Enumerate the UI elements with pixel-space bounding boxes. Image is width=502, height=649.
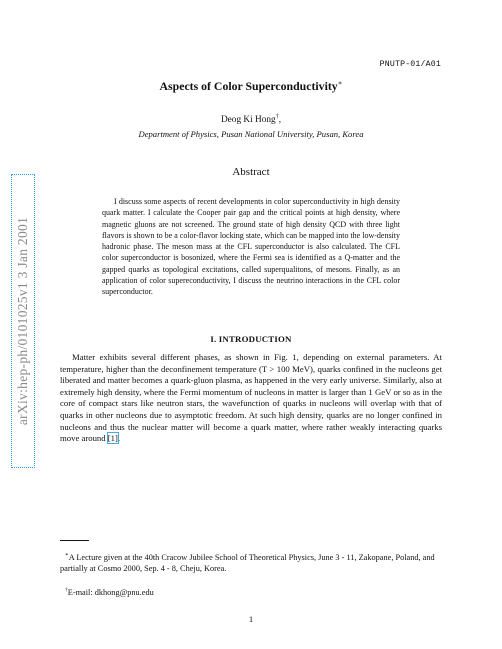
footnote-1 [60,550,442,575]
footnote-1-text: A Lecture given at the 40th Cracow Jubilee School of Theoretical Physics, June 3 - 11, Zakopane, Poland, and partially at Cosmo 2000, Sep. 4 - 8, Cheju, Korea. [60,552,435,574]
abstract-heading: Abstract [232,166,270,178]
intro-text: Matter exhibits several different phases, as shown in Fig. 1, depending on external parameters. At temperature, higher than the deconfinement temperature (T > 100 MeV), quarks confined in the nucleons get liberated and matter becomes a quark-gluon plasma, as happened in the very early universe. Similarly, also at extremely high density, where the Fermi momentum of nucleons in matter is larger than 1 GeV or so as in the core of compact stars like neutron stars, the wavefunction of quarks in nucleons will overlap with that of quarks in other nucleons due to asymptotic freedom. At such high density, quarks are no longer confined in nucleons and thus the nuclear matter will become a quark matter, where rather weakly interacting quarks move around [60,352,442,444]
arxiv-stamp[interactable] [11,174,35,468]
title-text: Aspects of Color Superconductivity [159,79,338,93]
report-number: PNUTP-01/A01 [379,60,441,69]
citation-link[interactable]: [1] [107,433,118,444]
footnote-2-mark: † [65,587,68,593]
title-footnote-mark: ∗ [337,79,343,88]
footnote-rule [60,540,89,541]
author-footnote-mark: † [275,114,279,120]
abstract-body: I discuss some aspects of recent developments in color superconductivity in high density quark matter. I calculate the Cooper pair gap and the critical points at high density, where magnetic gluons are not screened. The ground state of high density QCD with three light flavors is shown to be a color-flavor locking state, which can be mapped into the low-density hadronic phase. The meson mass at the CFL superconductor is also calculated. The CFL color superconductor is bosonized, where the Fermi sea is identified as a Q-matter and the gapped quarks as topological excitations, called superqualitons, of mesons. Finally, as an application of color supereconductivity, I discuss the neutrino interactions in the CFL color superconductor. [102,197,400,297]
paper-title [0,79,502,94]
footnote-2-text: E-mail: dkhong@pnu.edu [67,587,154,597]
footnote-2 [60,587,442,597]
footnote-1-mark: ∗ [65,552,69,558]
affiliation: Department of Physics, Pusan National University, Pusan, Korea [138,129,364,139]
author-name: Deog Ki Hong [220,115,276,126]
arxiv-stamp-text: arXiv:hep-ph/0101025v1 3 Jan 2001 [15,216,30,426]
author: Deog Ki Hong†, [220,114,282,126]
section-heading: I. INTRODUCTION [210,334,292,344]
page-number: 1 [248,614,254,624]
intro-end: . [117,433,121,444]
intro-paragraph [60,352,442,445]
